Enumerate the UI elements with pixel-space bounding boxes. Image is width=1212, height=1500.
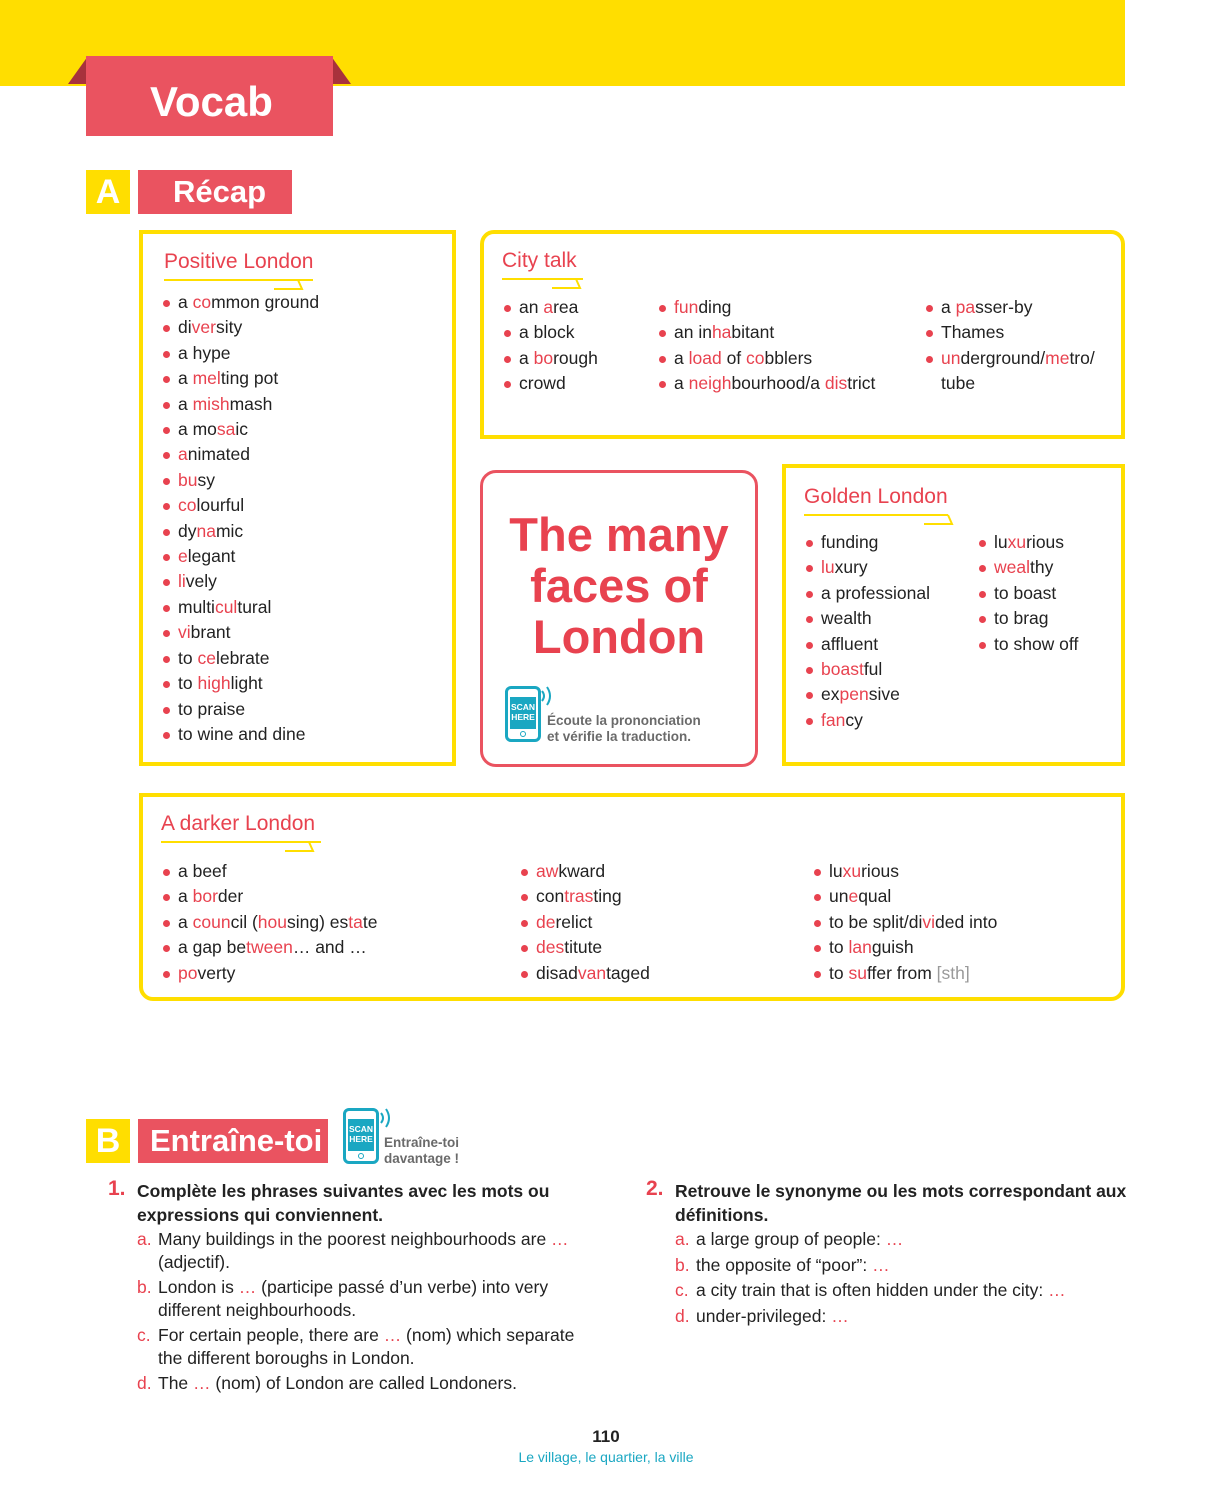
vocab-item: a passer-by: [925, 295, 1095, 320]
exercise-1-items: [137, 1228, 597, 1398]
positive-london-box: [139, 230, 456, 766]
exercise-item-letter: c.: [675, 1280, 689, 1300]
vocab-item: a gap between… and …: [162, 935, 377, 960]
vocab-item: elegant: [162, 544, 319, 569]
vocab-item: disadvantaged: [520, 961, 650, 986]
vocab-item: animated: [162, 442, 319, 467]
vocab-item: busy: [162, 468, 319, 493]
exercise-item: a. a large group of people: …: [675, 1229, 904, 1249]
vocab-item: fancy: [805, 708, 930, 733]
vocab-item: a block: [503, 320, 598, 345]
vocab-item: a common ground: [162, 290, 319, 315]
vocab-item: luxury: [805, 555, 930, 580]
vocab-item: multicultural: [162, 595, 319, 620]
vocab-item: wealth: [805, 606, 930, 631]
vocab-item: to wine and dine: [162, 722, 319, 747]
many-faces-card: [480, 470, 758, 767]
vocab-item: awkward: [520, 859, 650, 884]
signal-waves-icon: [539, 685, 555, 707]
exercise-item: d. under-privileged: …: [675, 1305, 849, 1326]
vocab-item: wealthy: [978, 555, 1078, 580]
vocab-item: a mosaic: [162, 417, 319, 442]
city-talk-list-2: [658, 295, 875, 397]
exercise-2-items: [675, 1228, 1135, 1330]
exercise-item: d. The … (nom) of London are called Londoners.: [137, 1373, 517, 1393]
section-a-letter: A: [86, 170, 130, 214]
positive-london-heading: Positive London: [164, 250, 313, 274]
vocab-item: crowd: [503, 371, 598, 396]
vocab-item: contrasting: [520, 884, 650, 909]
vocab-item: luxurious: [813, 859, 997, 884]
exercise-1-instruction: Complète les phrases suivantes avec les mots ou expressions qui conviennent.: [137, 1181, 550, 1225]
exercise-1: [108, 1177, 598, 1407]
vocab-item: a beef: [162, 859, 377, 884]
exercise-2-instruction: Retrouve le synonyme ou les mots correspondant aux définitions.: [675, 1181, 1127, 1225]
darker-london-list-3: [813, 859, 997, 986]
vocab-item: destitute: [520, 935, 650, 960]
exercise-item: b. the opposite of “poor”: …: [675, 1254, 890, 1275]
positive-london-list: [162, 290, 319, 747]
vocab-item: a hype: [162, 341, 319, 366]
vocab-item: to suffer from [sth]: [813, 961, 997, 986]
exercise-item-letter: c.: [137, 1325, 151, 1345]
section-a-title: Récap: [138, 170, 292, 214]
vocab-item: diversity: [162, 315, 319, 340]
vocab-item: dynamic: [162, 519, 319, 544]
vocab-item: to be split/divided into: [813, 910, 997, 935]
exercise-item: b. London is … (participe passé d’un verbe) into very different neighbourhoods.: [137, 1277, 549, 1320]
scan-caption: Écoute la prononciation et vérifie la traduction.: [547, 713, 701, 744]
city-talk-box: [480, 230, 1125, 439]
vocab-item: unequal: [813, 884, 997, 909]
exercise-item-letter: a.: [137, 1229, 152, 1249]
darker-london-heading: A darker London: [161, 812, 315, 836]
vocab-item: affluent: [805, 632, 930, 657]
vocab-item: a borough: [503, 346, 598, 371]
section-b-title: Entraîne-toi: [138, 1119, 328, 1163]
scan-phone-icon-b[interactable]: SCAN HERE: [343, 1108, 379, 1164]
exercise-item: c. For certain people, there are … (nom) which separate the different boroughs in London.: [137, 1325, 575, 1368]
vocab-item: colourful: [162, 493, 319, 518]
vocab-item: to show off: [978, 632, 1078, 657]
exercise-item-letter: d.: [137, 1373, 152, 1393]
vocab-item: poverty: [162, 961, 377, 986]
vocab-item: an area: [503, 295, 598, 320]
many-faces-title: The many faces of London: [509, 508, 729, 663]
chapter-title: Le village, le quartier, la ville: [518, 1449, 694, 1465]
vocab-item: a neighbourhood/a district: [658, 371, 875, 396]
vocab-item: a council (housing) estate: [162, 910, 377, 935]
vocab-item: underground/metro/: [925, 346, 1095, 371]
exercise-2: [646, 1177, 1136, 1347]
vocab-item: a mishmash: [162, 392, 319, 417]
city-talk-list-1: [503, 295, 598, 397]
vocab-item: boastful: [805, 657, 930, 682]
vocab-item: a border: [162, 884, 377, 909]
scan-phone-icon[interactable]: SCAN HERE: [505, 686, 541, 742]
vocab-item: a melting pot: [162, 366, 319, 391]
city-talk-heading: City talk: [502, 249, 577, 273]
vocab-item: to languish: [813, 935, 997, 960]
vocab-item: to boast: [978, 581, 1078, 606]
page-number: 110: [592, 1427, 620, 1446]
golden-london-heading: Golden London: [804, 485, 948, 509]
darker-london-list-2: [520, 859, 650, 986]
vocab-item: expensive: [805, 682, 930, 707]
darker-london-box: [139, 793, 1125, 1001]
darker-london-list-1: [162, 859, 377, 986]
vocab-item: vibrant: [162, 620, 319, 645]
signal-waves-icon-b: [378, 1107, 394, 1129]
vocab-item: an inhabitant: [658, 320, 875, 345]
vocab-item: to highlight: [162, 671, 319, 696]
exercise-item-letter: b.: [675, 1254, 690, 1275]
exercise-1-number: 1.: [108, 1177, 126, 1200]
vocab-tab: Vocab: [86, 56, 333, 136]
exercise-2-number: 2.: [646, 1177, 664, 1200]
vocab-item: to celebrate: [162, 646, 319, 671]
vocab-item: funding: [658, 295, 875, 320]
section-b-scan-caption: Entraîne-toi davantage !: [384, 1135, 460, 1166]
tab-fold-left: [68, 56, 88, 84]
golden-london-list-1: [805, 530, 930, 733]
vocab-item: funding: [805, 530, 930, 555]
tab-fold-right: [331, 56, 351, 84]
exercise-item: c. a city train that is often hidden under the city: …: [675, 1280, 1066, 1300]
vocab-item: tube: [941, 373, 976, 394]
golden-london-box: [782, 464, 1125, 766]
vocab-item: luxurious: [978, 530, 1078, 555]
vocab-item: a load of cobblers: [658, 346, 875, 371]
exercise-item: a. Many buildings in the poorest neighbourhoods are … (adjectif).: [137, 1229, 569, 1272]
exercise-item-letter: a.: [675, 1229, 690, 1249]
vocab-item: lively: [162, 569, 319, 594]
vocab-item: to praise: [162, 697, 319, 722]
golden-london-list-2: [978, 530, 1078, 657]
exercise-item-letter: b.: [137, 1277, 152, 1297]
vocab-item: Thames: [925, 320, 1095, 345]
city-talk-list-3: [925, 295, 1095, 397]
exercise-item-letter: d.: [675, 1305, 690, 1326]
section-b-letter: B: [86, 1119, 130, 1163]
vocab-item: to brag: [978, 606, 1078, 631]
vocab-item: derelict: [520, 910, 650, 935]
vocab-item: a professional: [805, 581, 930, 606]
